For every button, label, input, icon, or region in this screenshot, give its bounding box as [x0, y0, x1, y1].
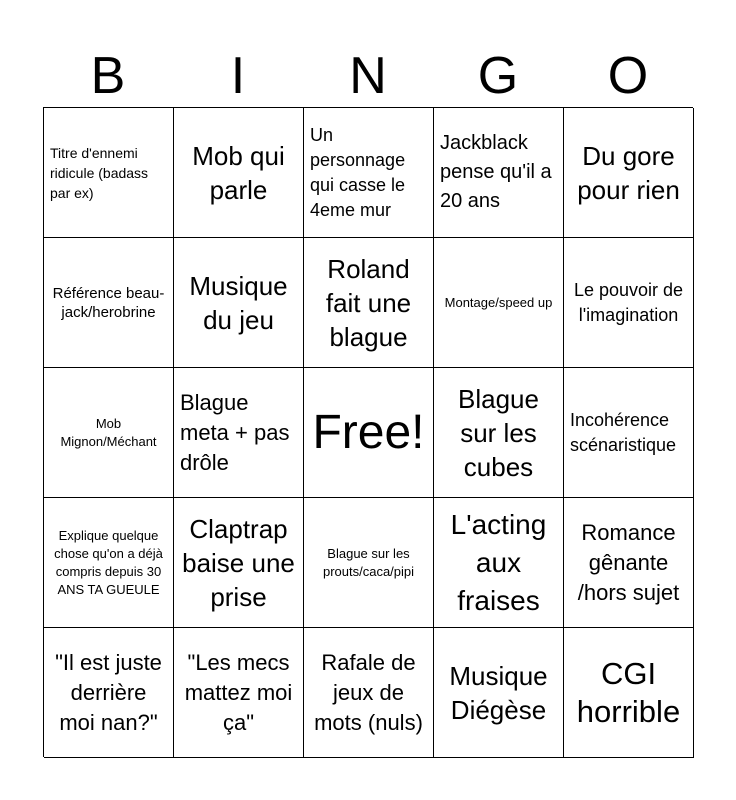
bingo-cell[interactable]	[44, 628, 174, 758]
cell-text: Mob qui parle	[192, 140, 285, 205]
header-letter-n: N	[349, 47, 387, 105]
cell-text: Montage/speed up	[444, 294, 553, 310]
bingo-cell[interactable]	[434, 238, 564, 368]
cell-text: Titre d'ennemi ridicule (badass par ex)	[50, 144, 149, 201]
cell-text: Jackblack pense qu'il a 20 ans	[440, 132, 552, 212]
cell-text: Blague sur les cubes	[458, 383, 539, 482]
bingo-cell[interactable]	[564, 498, 694, 628]
bingo-cell[interactable]	[174, 628, 304, 758]
bingo-cell[interactable]	[434, 498, 564, 628]
cell-text: Le pouvoir de l'imagination	[573, 279, 684, 325]
bingo-cell[interactable]	[564, 238, 694, 368]
header-letter-i: I	[230, 47, 246, 105]
cell-text: Explique quelque chose qu'on a déjà compris depuis 30 ANS TA GUEULE	[54, 527, 163, 597]
header-letter-o: O	[607, 47, 649, 105]
cell-text: Roland fait une blague	[325, 253, 412, 352]
cell-text: Free!	[312, 405, 425, 459]
cell-text: Claptrap baise une prise	[182, 513, 295, 612]
bingo-cell[interactable]	[174, 498, 304, 628]
cell-text: Blague sur les prouts/caca/pipi	[322, 545, 415, 579]
cell-text: L'acting aux fraises	[450, 508, 547, 616]
bingo-cell[interactable]	[44, 108, 174, 238]
bingo-cell[interactable]	[174, 108, 304, 238]
cell-text: Blague meta + pas drôle	[180, 389, 290, 475]
bingo-cell[interactable]	[44, 368, 174, 498]
bingo-cell[interactable]	[564, 628, 694, 758]
bingo-cell[interactable]	[304, 238, 434, 368]
bingo-cell[interactable]	[304, 108, 434, 238]
bingo-cell[interactable]	[304, 498, 434, 628]
cell-text: Mob Mignon/Méchant	[60, 415, 157, 449]
cell-text: "Les mecs mattez moi ça"	[184, 649, 293, 735]
bingo-cell[interactable]	[434, 108, 564, 238]
bingo-header	[43, 48, 693, 104]
header-letter-b: B	[90, 47, 126, 105]
cell-text: Romance gênante /hors sujet	[577, 519, 680, 605]
bingo-cell[interactable]	[434, 628, 564, 758]
cell-text: Incohérence scénaristique	[570, 409, 677, 455]
bingo-cell[interactable]	[44, 238, 174, 368]
bingo-cell[interactable]	[434, 368, 564, 498]
cell-text: Un personnage qui casse le 4eme mur	[310, 124, 406, 220]
cell-text: CGI horrible	[576, 655, 681, 729]
cell-text: Du gore pour rien	[577, 140, 680, 205]
bingo-cell[interactable]	[174, 368, 304, 498]
bingo-cell-free[interactable]	[304, 368, 434, 498]
cell-text: Rafale de jeux de mots (nuls)	[314, 649, 423, 735]
cell-text: Musique Diégèse	[449, 660, 548, 725]
bingo-cell[interactable]	[174, 238, 304, 368]
bingo-cell[interactable]	[44, 498, 174, 628]
header-letter-g: G	[477, 47, 519, 105]
bingo-cell[interactable]	[304, 628, 434, 758]
bingo-cell[interactable]	[564, 368, 694, 498]
cell-text: Musique du jeu	[189, 270, 288, 335]
cell-text: "Il est juste derrière moi nan?"	[55, 649, 162, 735]
cell-text: Référence beau-jack/herobrine	[52, 284, 165, 321]
bingo-cell[interactable]	[564, 108, 694, 238]
bingo-grid	[43, 107, 693, 757]
